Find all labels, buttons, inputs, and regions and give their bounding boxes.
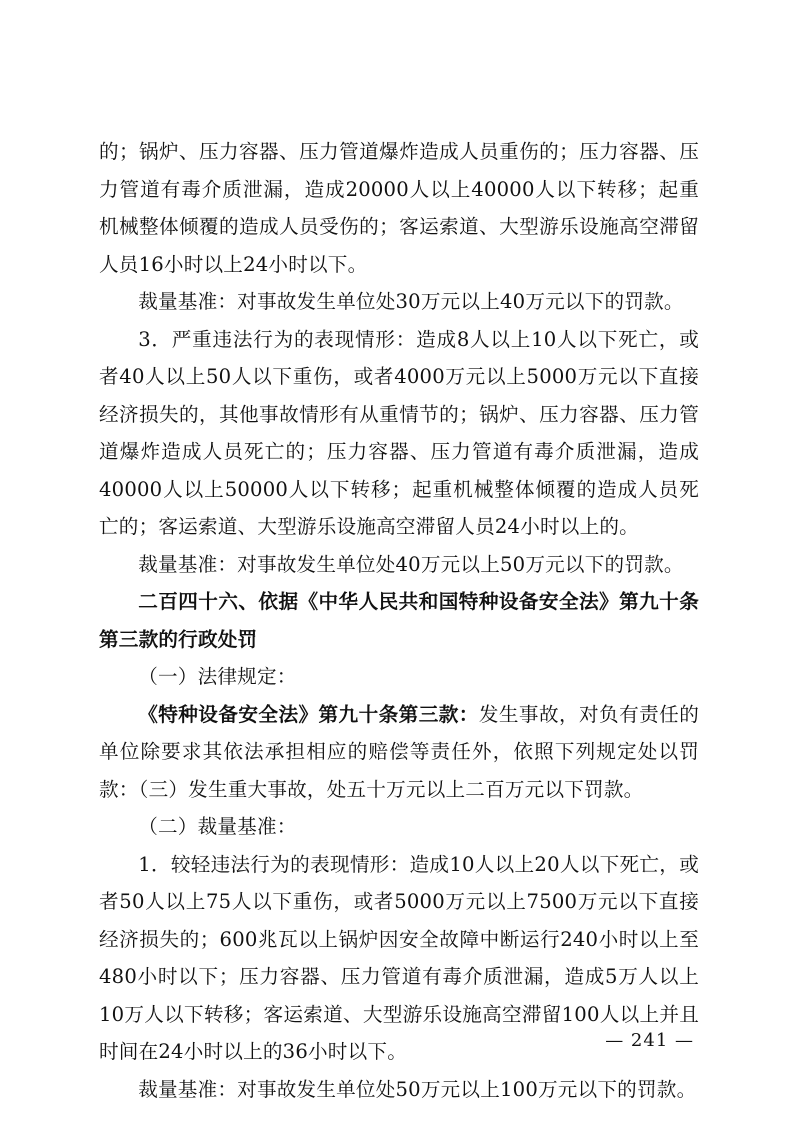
paragraph-minor-violation: 1．较轻违法行为的表现情形：造成10人以上20人以下死亡，或者50人以上75人以下重伤，或者5000万元以上7500万元以下直接经济损失的；600兆瓦以上锅炉因安全故障中断运行240小时以上至480小时以下；压力容器、压力管道有毒介质泄漏，造成5万人以上10万人以下转移；客运索道、大型游乐设施高空滞留100人以上并且时间在24小时以上的36小时以下。 xyxy=(99,852,699,1063)
law-article-citation: 《特种设备安全法》第九十条第三款： xyxy=(138,702,479,726)
subheading-legal-provision: （一）法律规定： xyxy=(138,665,297,688)
paragraph-continuation: 的；锅炉、压力容器、压力管道爆炸造成人员重伤的；压力容器、压力管道有毒介质泄漏，造成20000人以上40000人以下转移；起重机械整体倾覆的造成人员受伤的；客运索道、大型游乐设施高空滞留人员16小时以上24小时以下。 xyxy=(99,140,699,276)
paragraph-discretion-standard-3: 裁量基准：对事故发生单位处50万元以上100万元以下的罚款。 xyxy=(138,1077,697,1101)
subheading-discretion-standard: （二）裁量基准： xyxy=(138,815,297,838)
document-body xyxy=(99,133,699,1108)
paragraph-law-article xyxy=(99,696,699,809)
paragraph-serious-violation: 3．严重违法行为的表现情形：造成8人以上10人以下死亡，或者40人以上50人以下重伤，或者4000万元以上5000万元以下直接经济损失的，其他事故情形有从重情节的；锅炉、压力容器、压力管道爆炸造成人员死亡的；压力容器、压力管道有毒介质泄漏，造成40000人以上50000人以下转移；起重机械整体倾覆的造成人员死亡的；客运索道、大型游乐设施高空滞留人员24小时以上的。 xyxy=(99,327,699,538)
page-number: — 241 — xyxy=(605,1030,694,1051)
section-heading-246: 二百四十六、依据《中华人民共和国特种设备安全法》第九十条第三款的行政处罚 xyxy=(99,590,699,651)
paragraph-discretion-standard-1: 裁量基准：对事故发生单位处30万元以上40万元以下的罚款。 xyxy=(138,290,684,313)
paragraph-discretion-standard-2: 裁量基准：对事故发生单位处40万元以上50万元以下的罚款。 xyxy=(138,552,684,576)
law-article-text: 发生事故，对负有责任的单位除要求其依法承担相应的赔偿等责任外，依照下列规定处以罚款：（三）发生重大事故，处五十万元以上二百万元以下罚款。 xyxy=(99,702,699,801)
